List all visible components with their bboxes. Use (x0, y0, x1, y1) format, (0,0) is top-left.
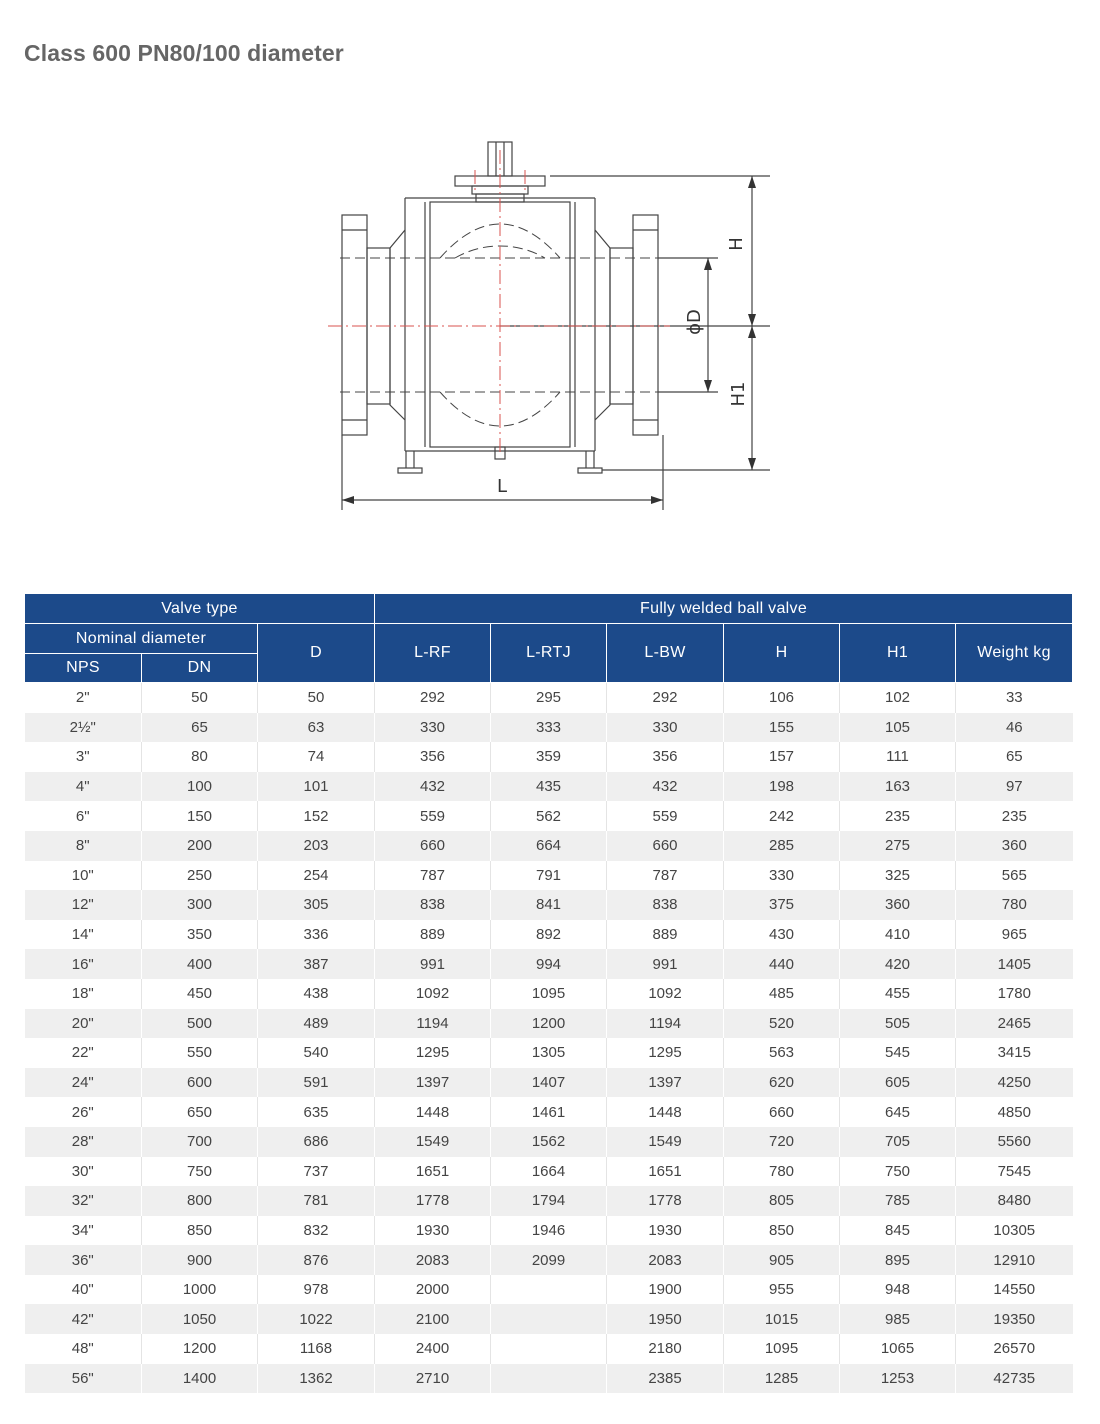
col-l-bw-header: L-BW (607, 624, 724, 683)
cell-l-bw: 838 (607, 890, 724, 920)
page-title: Class 600 PN80/100 diameter (24, 40, 344, 66)
cell-weight: 12910 (956, 1245, 1073, 1275)
cell-dn: 1200 (142, 1334, 258, 1364)
cell-l-rf: 991 (375, 949, 491, 979)
cell-d: 50 (258, 683, 375, 713)
cell-l-bw: 660 (607, 831, 724, 861)
cell-d: 1362 (258, 1364, 375, 1394)
cell-nps: 20" (25, 1009, 142, 1039)
cell-dn: 65 (142, 713, 258, 743)
cell-l-rtj: 333 (491, 713, 607, 743)
cell-l-rf: 1295 (375, 1038, 491, 1068)
cell-dn: 1400 (142, 1364, 258, 1394)
cell-l-bw: 1194 (607, 1009, 724, 1039)
cell-d: 305 (258, 890, 375, 920)
cell-d: 203 (258, 831, 375, 861)
cell-h1: 948 (840, 1275, 956, 1305)
cell-l-rf: 1778 (375, 1186, 491, 1216)
cell-l-rf: 432 (375, 772, 491, 802)
cell-weight: 780 (956, 890, 1073, 920)
table-row (25, 1275, 1073, 1305)
table-row (25, 831, 1073, 861)
cell-nps: 40" (25, 1275, 142, 1305)
cell-l-rf: 330 (375, 713, 491, 743)
cell-h1: 1065 (840, 1334, 956, 1364)
cell-d: 635 (258, 1097, 375, 1127)
cell-h1: 420 (840, 949, 956, 979)
cell-nps: 3" (25, 742, 142, 772)
table-row (25, 713, 1073, 743)
cell-d: 438 (258, 979, 375, 1009)
cell-weight: 42735 (956, 1364, 1073, 1394)
cell-h1: 605 (840, 1068, 956, 1098)
cell-l-rtj: 791 (491, 861, 607, 891)
cell-h: 242 (724, 801, 840, 831)
table-row (25, 890, 1073, 920)
table-row (25, 742, 1073, 772)
cell-nps: 34" (25, 1216, 142, 1246)
cell-d: 876 (258, 1245, 375, 1275)
table-body (25, 683, 1073, 1394)
table-row (25, 1334, 1073, 1364)
cell-dn: 700 (142, 1127, 258, 1157)
cell-h1: 985 (840, 1304, 956, 1334)
cell-d: 737 (258, 1157, 375, 1187)
cell-h: 720 (724, 1127, 840, 1157)
table-row (25, 1364, 1073, 1394)
h-dimension-label: H (726, 237, 747, 251)
cell-h: 520 (724, 1009, 840, 1039)
cell-l-bw: 1549 (607, 1127, 724, 1157)
cell-h: 905 (724, 1245, 840, 1275)
table-row (25, 1009, 1073, 1039)
cell-h: 805 (724, 1186, 840, 1216)
cell-l-bw: 559 (607, 801, 724, 831)
cell-h1: 235 (840, 801, 956, 831)
cell-nps: 22" (25, 1038, 142, 1068)
cell-l-rf: 1651 (375, 1157, 491, 1187)
cell-dn: 1000 (142, 1275, 258, 1305)
cell-l-rtj: 1664 (491, 1157, 607, 1187)
cell-h1: 455 (840, 979, 956, 1009)
cell-l-rtj: 994 (491, 949, 607, 979)
cell-weight: 965 (956, 920, 1073, 950)
cell-l-rtj: 359 (491, 742, 607, 772)
cell-h: 375 (724, 890, 840, 920)
cell-l-bw: 1651 (607, 1157, 724, 1187)
cell-weight: 97 (956, 772, 1073, 802)
fully-welded-header: Fully welded ball valve (375, 594, 1073, 624)
cell-l-rf: 2083 (375, 1245, 491, 1275)
cell-l-rtj: 1200 (491, 1009, 607, 1039)
cell-l-rtj: 664 (491, 831, 607, 861)
cell-d: 832 (258, 1216, 375, 1246)
cell-dn: 300 (142, 890, 258, 920)
cell-l-rf: 1092 (375, 979, 491, 1009)
cell-l-bw: 2180 (607, 1334, 724, 1364)
cell-nps: 26" (25, 1097, 142, 1127)
cell-dn: 750 (142, 1157, 258, 1187)
cell-dn: 650 (142, 1097, 258, 1127)
cell-weight: 4850 (956, 1097, 1073, 1127)
cell-dn: 50 (142, 683, 258, 713)
cell-d: 686 (258, 1127, 375, 1157)
length-dimension-label: L (496, 476, 508, 497)
cell-h: 155 (724, 713, 840, 743)
cell-h: 1095 (724, 1334, 840, 1364)
cell-d: 1168 (258, 1334, 375, 1364)
cell-l-rtj: 1305 (491, 1038, 607, 1068)
cell-weight: 19350 (956, 1304, 1073, 1334)
cell-nps: 8" (25, 831, 142, 861)
col-l-rtj-header: L-RTJ (491, 624, 607, 683)
cell-l-rf: 2710 (375, 1364, 491, 1394)
cell-h: 780 (724, 1157, 840, 1187)
cell-d: 591 (258, 1068, 375, 1098)
cell-h1: 645 (840, 1097, 956, 1127)
cell-d: 152 (258, 801, 375, 831)
cell-l-rtj (491, 1304, 607, 1334)
table-row (25, 772, 1073, 802)
cell-l-rf: 1397 (375, 1068, 491, 1098)
cell-weight: 4250 (956, 1068, 1073, 1098)
cell-h1: 845 (840, 1216, 956, 1246)
cell-d: 540 (258, 1038, 375, 1068)
table-row (25, 1097, 1073, 1127)
cell-h1: 163 (840, 772, 956, 802)
cell-l-rf: 292 (375, 683, 491, 713)
cell-l-bw: 1778 (607, 1186, 724, 1216)
cell-nps: 18" (25, 979, 142, 1009)
cell-l-bw: 991 (607, 949, 724, 979)
cell-h1: 505 (840, 1009, 956, 1039)
cell-nps: 16" (25, 949, 142, 979)
cell-h1: 111 (840, 742, 956, 772)
cell-l-rf: 660 (375, 831, 491, 861)
cell-h1: 545 (840, 1038, 956, 1068)
table-row (25, 1186, 1073, 1216)
cell-d: 1022 (258, 1304, 375, 1334)
cell-weight: 2465 (956, 1009, 1073, 1039)
table-row (25, 1038, 1073, 1068)
cell-h1: 325 (840, 861, 956, 891)
cell-l-rtj: 841 (491, 890, 607, 920)
cell-l-rf: 559 (375, 801, 491, 831)
cell-weight: 1780 (956, 979, 1073, 1009)
cell-l-bw: 889 (607, 920, 724, 950)
cell-l-rtj: 295 (491, 683, 607, 713)
cell-h: 563 (724, 1038, 840, 1068)
col-h1-header: H1 (840, 624, 956, 683)
cell-h: 485 (724, 979, 840, 1009)
cell-l-rf: 2400 (375, 1334, 491, 1364)
cell-l-bw: 1448 (607, 1097, 724, 1127)
cell-h: 1285 (724, 1364, 840, 1394)
cell-h1: 1253 (840, 1364, 956, 1394)
cell-d: 336 (258, 920, 375, 950)
cell-l-rf: 889 (375, 920, 491, 950)
nominal-diameter-header: Nominal diameter (25, 624, 258, 654)
cell-nps: 12" (25, 890, 142, 920)
cell-l-bw: 330 (607, 713, 724, 743)
cell-l-rf: 1930 (375, 1216, 491, 1246)
cell-h1: 705 (840, 1127, 956, 1157)
cell-h: 330 (724, 861, 840, 891)
cell-nps: 4" (25, 772, 142, 802)
cell-l-rf: 356 (375, 742, 491, 772)
table-row (25, 1157, 1073, 1187)
cell-weight: 360 (956, 831, 1073, 861)
cell-weight: 65 (956, 742, 1073, 772)
cell-nps: 36" (25, 1245, 142, 1275)
cell-l-rf: 1549 (375, 1127, 491, 1157)
cell-l-rtj: 1562 (491, 1127, 607, 1157)
cell-dn: 250 (142, 861, 258, 891)
cell-l-rf: 1194 (375, 1009, 491, 1039)
table-row (25, 1245, 1073, 1275)
cell-weight: 5560 (956, 1127, 1073, 1157)
cell-h1: 105 (840, 713, 956, 743)
cell-dn: 350 (142, 920, 258, 950)
cell-h: 430 (724, 920, 840, 950)
cell-weight: 565 (956, 861, 1073, 891)
col-d-header: D (258, 624, 375, 683)
cell-l-bw: 787 (607, 861, 724, 891)
cell-d: 387 (258, 949, 375, 979)
cell-nps: 2½" (25, 713, 142, 743)
col-h-header: H (724, 624, 840, 683)
col-weight-header: Weight kg (956, 624, 1073, 683)
cell-h: 660 (724, 1097, 840, 1127)
cell-d: 978 (258, 1275, 375, 1305)
cell-h: 850 (724, 1216, 840, 1246)
table-row (25, 949, 1073, 979)
cell-l-rtj: 1794 (491, 1186, 607, 1216)
cell-weight: 33 (956, 683, 1073, 713)
cell-weight: 1405 (956, 949, 1073, 979)
cell-l-rf: 1448 (375, 1097, 491, 1127)
cell-nps: 56" (25, 1364, 142, 1394)
cell-d: 489 (258, 1009, 375, 1039)
cell-l-rtj: 892 (491, 920, 607, 950)
table-row (25, 1068, 1073, 1098)
cell-h1: 360 (840, 890, 956, 920)
cell-d: 781 (258, 1186, 375, 1216)
cell-d: 63 (258, 713, 375, 743)
dimensions-table (24, 593, 1073, 1393)
cell-h: 1015 (724, 1304, 840, 1334)
cell-h: 198 (724, 772, 840, 802)
cell-l-bw: 1295 (607, 1038, 724, 1068)
cell-nps: 32" (25, 1186, 142, 1216)
cell-dn: 80 (142, 742, 258, 772)
cell-l-bw: 1092 (607, 979, 724, 1009)
cell-nps: 48" (25, 1334, 142, 1364)
cell-l-bw: 1930 (607, 1216, 724, 1246)
cell-h1: 750 (840, 1157, 956, 1187)
cell-weight: 10305 (956, 1216, 1073, 1246)
cell-l-rtj: 1461 (491, 1097, 607, 1127)
cell-dn: 800 (142, 1186, 258, 1216)
cell-weight: 26570 (956, 1334, 1073, 1364)
cell-weight: 14550 (956, 1275, 1073, 1305)
table-row (25, 979, 1073, 1009)
cell-nps: 28" (25, 1127, 142, 1157)
cell-h: 955 (724, 1275, 840, 1305)
cell-nps: 10" (25, 861, 142, 891)
cell-l-bw: 292 (607, 683, 724, 713)
col-l-rf-header: L-RF (375, 624, 491, 683)
cell-weight: 46 (956, 713, 1073, 743)
table-row (25, 1127, 1073, 1157)
cell-l-rtj (491, 1364, 607, 1394)
cell-nps: 14" (25, 920, 142, 950)
cell-dn: 450 (142, 979, 258, 1009)
cell-dn: 400 (142, 949, 258, 979)
cell-l-rf: 838 (375, 890, 491, 920)
cell-h: 285 (724, 831, 840, 861)
cell-l-rtj (491, 1334, 607, 1364)
cell-h: 106 (724, 683, 840, 713)
table-row (25, 1304, 1073, 1334)
cell-h1: 102 (840, 683, 956, 713)
cell-l-bw: 432 (607, 772, 724, 802)
cell-dn: 200 (142, 831, 258, 861)
cell-nps: 30" (25, 1157, 142, 1187)
table-row (25, 861, 1073, 891)
ball-valve-drawing (300, 130, 800, 530)
cell-dn: 900 (142, 1245, 258, 1275)
table-row (25, 683, 1073, 713)
cell-l-bw: 2083 (607, 1245, 724, 1275)
table-row (25, 801, 1073, 831)
cell-d: 101 (258, 772, 375, 802)
cell-h1: 785 (840, 1186, 956, 1216)
cell-weight: 8480 (956, 1186, 1073, 1216)
cell-dn: 550 (142, 1038, 258, 1068)
cell-h: 440 (724, 949, 840, 979)
cell-l-rtj: 2099 (491, 1245, 607, 1275)
cell-dn: 850 (142, 1216, 258, 1246)
table-row (25, 920, 1073, 950)
col-dn-header: DN (142, 654, 258, 683)
cell-h1: 895 (840, 1245, 956, 1275)
cell-d: 254 (258, 861, 375, 891)
cell-l-rtj: 562 (491, 801, 607, 831)
cell-nps: 2" (25, 683, 142, 713)
cell-h: 157 (724, 742, 840, 772)
h1-dimension-label: H1 (728, 381, 749, 407)
cell-l-rf: 787 (375, 861, 491, 891)
cell-l-rtj (491, 1275, 607, 1305)
cell-l-rf: 2100 (375, 1304, 491, 1334)
cell-nps: 6" (25, 801, 142, 831)
cell-h: 620 (724, 1068, 840, 1098)
cell-nps: 42" (25, 1304, 142, 1334)
cell-weight: 235 (956, 801, 1073, 831)
cell-l-bw: 356 (607, 742, 724, 772)
cell-weight: 7545 (956, 1157, 1073, 1187)
cell-l-bw: 1900 (607, 1275, 724, 1305)
cell-dn: 600 (142, 1068, 258, 1098)
cell-l-bw: 1397 (607, 1068, 724, 1098)
cell-dn: 1050 (142, 1304, 258, 1334)
diameter-dimension-label: ϕD (684, 309, 705, 335)
cell-l-bw: 1950 (607, 1304, 724, 1334)
cell-dn: 100 (142, 772, 258, 802)
cell-l-rtj: 1095 (491, 979, 607, 1009)
cell-dn: 500 (142, 1009, 258, 1039)
cell-d: 74 (258, 742, 375, 772)
cell-l-bw: 2385 (607, 1364, 724, 1394)
col-nps-header: NPS (25, 654, 142, 683)
cell-dn: 150 (142, 801, 258, 831)
cell-l-rtj: 435 (491, 772, 607, 802)
cell-l-rtj: 1946 (491, 1216, 607, 1246)
cell-h1: 275 (840, 831, 956, 861)
cell-l-rtj: 1407 (491, 1068, 607, 1098)
valve-type-header: Valve type (25, 594, 375, 624)
cell-weight: 3415 (956, 1038, 1073, 1068)
cell-l-rf: 2000 (375, 1275, 491, 1305)
cell-nps: 24" (25, 1068, 142, 1098)
cell-h1: 410 (840, 920, 956, 950)
table-row (25, 1216, 1073, 1246)
